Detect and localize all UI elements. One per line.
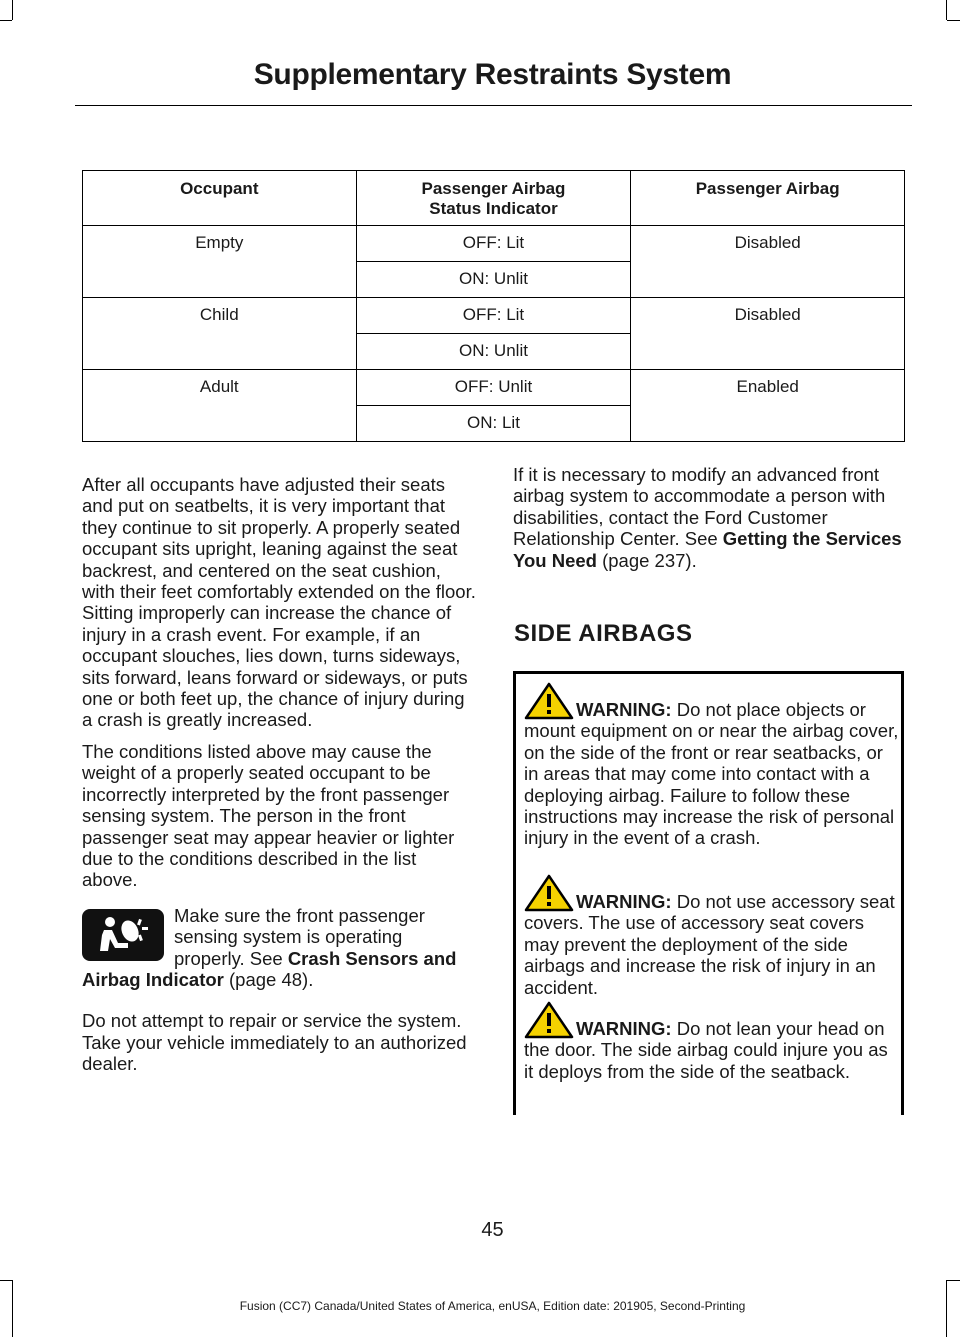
page-number: 45 <box>481 1219 504 1241</box>
table-cell-airbag: Disabled <box>631 226 905 298</box>
section-heading: SIDE AIRBAGS <box>514 620 693 647</box>
paragraph <box>513 464 905 571</box>
table-header: Passenger Airbag Status Indicator <box>356 171 631 226</box>
crop-mark <box>12 0 13 20</box>
table-cell-airbag: Enabled <box>631 370 905 442</box>
sensing-system-paragraph <box>82 905 476 991</box>
table-cell-airbag: Disabled <box>631 298 905 370</box>
airbag-status-table <box>82 170 905 442</box>
crop-mark <box>0 20 12 21</box>
warning-triangle-icon <box>524 1001 574 1039</box>
paragraph-text: If it is necessary to modify an advanced front airbag system to accommodate a person with disabilities, contact the Ford Customer Relationship Center. See <box>513 464 886 550</box>
warning-label: WARNING: <box>576 699 672 720</box>
warning-item <box>524 682 900 849</box>
warnings-box <box>513 671 904 1115</box>
crop-mark <box>947 1280 960 1281</box>
table-cell-indicator: ON: Unlit <box>356 334 631 370</box>
left-column <box>82 474 476 1075</box>
page-title: Supplementary Restraints System <box>253 58 732 91</box>
crash-sensors-link[interactable]: Crash Sensors and Airbag Indicator <box>82 947 457 990</box>
table-row <box>83 370 905 406</box>
table-cell-indicator: OFF: Unlit <box>356 370 631 406</box>
table-cell-occupant: Child <box>83 298 357 370</box>
paragraph-text: Make sure the front passenger sensing system is operating properly. See <box>174 904 425 969</box>
crop-mark <box>947 20 960 21</box>
table-cell-indicator: ON: Unlit <box>356 262 631 298</box>
warning-item <box>524 874 900 998</box>
table-header: Occupant <box>83 171 357 226</box>
title-divider <box>75 105 912 106</box>
table-cell-indicator: ON: Lit <box>356 406 631 442</box>
table-cell-indicator: OFF: Lit <box>356 298 631 334</box>
paragraph: After all occupants have adjusted their seats and put on seatbelts, it is very important that they continue to sit properly. A properly seated occupant sits upright, leaning against the seat backrest, and centered on the seat cushion, with their feet comfortably extended on the floor. Sitting improperly can increase the chance of injury in a crash event. For example, if an occupant slouches, lies down, turns sideways, sits forward, leans forward or sideways, or puts one or both feet up, the chance of injury during a crash is greatly increased. <box>82 474 476 731</box>
warning-label: WARNING: <box>576 891 672 912</box>
table-row <box>83 226 905 262</box>
table-cell-occupant: Adult <box>83 370 357 442</box>
footer-edition: Fusion (CC7) Canada/United States of America, enUSA, Edition date: 201905, Second-Printing <box>239 1299 746 1313</box>
getting-services-link[interactable]: Getting the Services You Need <box>513 528 902 571</box>
warning-text: Do not lean your head on the door. The side airbag could injure you as it deploys from the side of the seatback. <box>524 1018 888 1082</box>
warning-text: Do not use accessory seat covers. The use of accessory seat covers may prevent the deployment of the side airbags and increase the risk of injury in an accident. <box>524 891 895 998</box>
page-reference: (page 48). <box>223 968 314 990</box>
paragraph: The conditions listed above may cause the weight of a properly seated occupant to be incorrectly interpreted by the front passenger sensing system. The person in the front passenger seat may appear heavier or lighter due to the conditions described in the list above. <box>82 740 455 891</box>
table-cell-indicator: OFF: Lit <box>356 226 631 262</box>
table-header-row <box>83 171 905 226</box>
airbag-indicator-icon <box>82 909 164 961</box>
warning-label: WARNING: <box>576 1018 672 1039</box>
table-cell-occupant: Empty <box>83 226 357 298</box>
right-column <box>513 464 905 571</box>
crop-mark <box>0 1280 12 1281</box>
table-row <box>83 298 905 334</box>
crop-mark <box>946 0 947 20</box>
table-header: Passenger Airbag <box>631 171 905 226</box>
warning-triangle-icon <box>524 682 574 720</box>
warning-item <box>524 1001 900 1082</box>
page-reference: (page 237). <box>596 549 697 571</box>
warning-text: Do not place objects or mount equipment on or near the airbag cover, on the side of the front or rear seatbacks, or in areas that may come into contact with a deploying airbag. Failure to follow these instructions may increase the risk of personal injury in the event of a crash. <box>524 699 899 849</box>
paragraph: Do not attempt to repair or service the system. Take your vehicle immediately to an authorized dealer. <box>82 1010 467 1075</box>
warning-triangle-icon <box>524 874 574 912</box>
